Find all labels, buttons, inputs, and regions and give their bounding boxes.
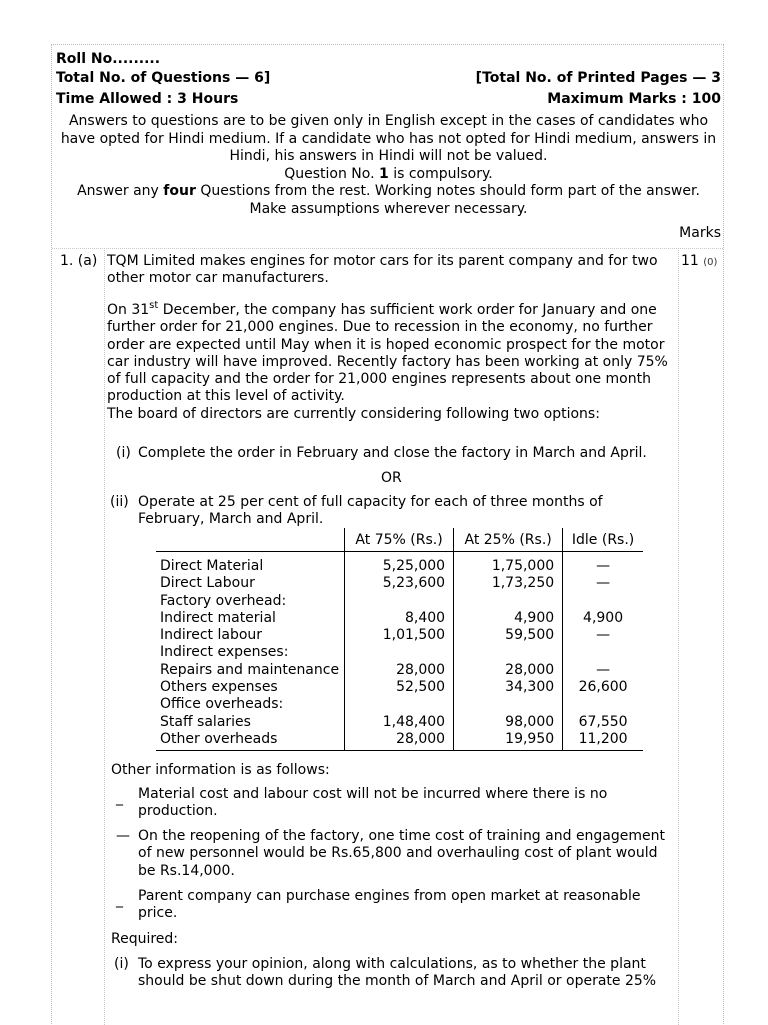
para-sup: st <box>149 300 159 311</box>
para-text: December, the company has sufficient work order for January and one further order for 21,000 engines. Due to recession in the economy, no further order are expected until May when it is hoped economic prospect for the motor car industry will have improved. Recently factory has been working at only 75% of full capacity and the order for 21,000 engines represents about one month production at this level of activity. <box>107 302 668 405</box>
marks-column-label: Marks <box>679 225 721 241</box>
table-cell <box>454 593 563 610</box>
table-cell <box>563 696 643 713</box>
table-cell: 4,900 <box>454 610 563 627</box>
table-cell: — <box>563 662 643 679</box>
table-cell: 1,01,500 <box>345 627 454 644</box>
table-cell: Office overheads: <box>160 696 284 713</box>
table-cell <box>563 593 643 610</box>
answer-instruction <box>56 183 721 201</box>
marks-value: 11 <box>681 253 699 269</box>
option-2-number: (ii) <box>110 494 129 510</box>
table-row <box>156 627 643 644</box>
table-cell <box>345 593 454 610</box>
language-instruction: Answers to questions are to be given only in English except in the cases of candidates who have opted for Hindi medium. If a candidate who has not opted for Hindi medium, answers in Hindi, his answers in Hindi will not be valued. <box>60 113 717 164</box>
table-cell: Indirect material <box>160 609 276 626</box>
q1-prefix: Question No. <box>284 165 379 182</box>
maximum-marks: Maximum Marks : 100 <box>547 91 721 107</box>
table-cell: 28,000 <box>345 731 454 751</box>
option-1-number: (i) <box>116 445 131 461</box>
bullet-text: Parent company can purchase engines from open market at reasonable price. <box>138 888 641 922</box>
table-cell: Staff salaries <box>160 713 251 730</box>
table-header-cell: At 75% (Rs.) <box>345 528 454 552</box>
instructions <box>56 113 721 218</box>
table-cell: Factory overhead: <box>160 592 287 609</box>
para-date: On 31 <box>107 302 150 318</box>
table-cell: Direct Material <box>160 558 264 574</box>
total-pages: [Total No. of Printed Pages — 3 <box>475 70 721 86</box>
table-row <box>156 644 643 661</box>
bullet-text: Material cost and labour cost will not be incurred where there is no production. <box>138 786 608 820</box>
table-row <box>156 610 643 627</box>
table-header-cell <box>156 528 345 552</box>
table-row <box>156 731 643 751</box>
column-divider-right <box>678 250 679 1025</box>
table-cell: 1,75,000 <box>454 552 563 576</box>
table-cell: 11,200 <box>563 731 643 751</box>
table-cell: 19,950 <box>454 731 563 751</box>
answer-suffix: Questions from the rest. Working notes should form part of the answer. <box>195 183 700 199</box>
cost-table <box>156 528 643 751</box>
table-cell: 8,400 <box>345 610 454 627</box>
compulsory-instruction <box>56 166 721 184</box>
table-header-row <box>156 528 643 552</box>
table-header-cell: At 25% (Rs.) <box>454 528 563 552</box>
table-cell: — <box>563 575 643 592</box>
table-cell <box>454 644 563 661</box>
assumption-instruction: Make assumptions wherever necessary. <box>249 200 528 217</box>
table-row <box>156 714 643 731</box>
bullet-dash: _ <box>116 892 123 908</box>
answer-count: four <box>163 183 196 199</box>
table-cell: 98,000 <box>454 714 563 731</box>
table-header-cell: Idle (Rs.) <box>563 528 643 552</box>
table-cell: — <box>563 552 643 576</box>
table-cell: 28,000 <box>345 662 454 679</box>
table-row <box>156 662 643 679</box>
table-row <box>156 696 643 713</box>
table-cell: Other overheads <box>156 731 345 751</box>
total-questions: Total No. of Questions — 6] <box>56 70 271 86</box>
bullet-dash: — <box>116 828 130 844</box>
table-cell <box>563 644 643 661</box>
table-cell: Others expenses <box>160 679 278 696</box>
required-item-text: To express your opinion, along with calculations, as to whether the plant should be shut down during the month of March and April or operate 25% <box>138 956 657 990</box>
table-cell: 4,900 <box>563 610 643 627</box>
table-cell: Repairs and maintenance <box>160 661 340 678</box>
q1-suffix: is compulsory. <box>388 165 493 182</box>
table-row <box>156 575 643 592</box>
required-item-number: (i) <box>114 956 129 972</box>
table-cell: 1,73,250 <box>454 575 563 592</box>
section-divider <box>52 248 723 249</box>
table-row <box>156 679 643 696</box>
question-body <box>107 302 677 423</box>
column-divider-left <box>104 250 105 1025</box>
option-1-text: Complete the order in February and close the factory in March and April. <box>138 445 647 461</box>
header-row-2 <box>56 91 721 108</box>
other-info-title: Other information is as follows: <box>111 762 330 778</box>
bullet-dash: _ <box>116 790 123 806</box>
or-separator: OR <box>381 470 402 486</box>
table-body <box>156 552 643 751</box>
table-cell: Indirect labour <box>160 627 263 644</box>
table-row <box>156 552 643 576</box>
question-intro: TQM Limited makes engines for motor cars for its parent company and for two other motor car manufacturers. <box>107 253 658 287</box>
option-2-text: Operate at 25 per cent of full capacity for each of three months of February, March and April. <box>138 494 603 528</box>
table-cell: 28,000 <box>454 662 563 679</box>
table-cell: 1,48,400 <box>345 714 454 731</box>
table-cell: 59,500 <box>454 627 563 644</box>
table-cell: Direct Labour <box>160 575 255 592</box>
answer-prefix: Answer any <box>77 183 164 199</box>
time-allowed: Time Allowed : 3 Hours <box>56 91 239 107</box>
table-cell: 26,600 <box>563 679 643 696</box>
recession-paragraph <box>107 302 677 406</box>
table-cell: — <box>563 627 643 644</box>
question-number: 1. (a) <box>60 253 98 269</box>
table-cell: 5,23,600 <box>345 575 454 592</box>
board-options-line: The board of directors are currently considering following two options: <box>107 405 600 422</box>
marks-note: (0) <box>703 257 718 268</box>
table-cell: 5,25,000 <box>345 552 454 576</box>
table-cell: 52,500 <box>345 679 454 696</box>
table-cell <box>345 696 454 713</box>
q1-number: 1 <box>379 165 389 182</box>
table-row <box>156 593 643 610</box>
bullet-text: On the reopening of the factory, one time cost of training and engagement of new personnel would be Rs.65,800 and overhauling cost of plant would be Rs.14,000. <box>138 828 666 879</box>
roll-number: Roll No......... <box>56 51 161 67</box>
table-cell: Indirect expenses: <box>160 644 289 661</box>
table-cell: 67,550 <box>563 714 643 731</box>
table-cell <box>454 696 563 713</box>
table-cell <box>345 644 454 661</box>
required-title: Required: <box>111 931 179 947</box>
question-marks <box>681 253 717 271</box>
table-cell: 34,300 <box>454 679 563 696</box>
header-row-1 <box>56 70 721 87</box>
exam-page <box>51 44 724 1024</box>
